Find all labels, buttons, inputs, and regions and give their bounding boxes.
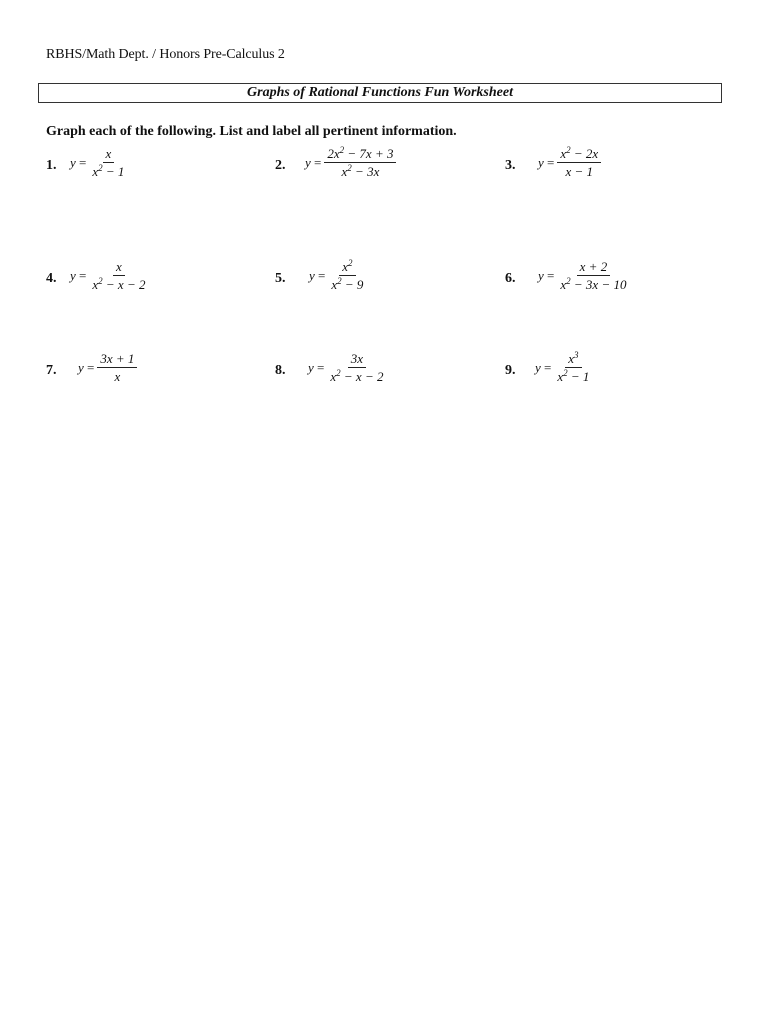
numerator: 3x + 1 [97, 350, 137, 368]
problem-number: 8. [275, 363, 286, 378]
denominator: $x^2 - 1$ [557, 368, 590, 384]
equation [70, 145, 127, 180]
problem-number: 1. [46, 158, 57, 173]
fraction [328, 258, 366, 293]
instructions: Graph each of the following. List and label all pertinent information. [46, 124, 457, 139]
fraction [554, 350, 592, 385]
denominator: x − 1 [565, 164, 594, 179]
numerator: $2x^2 - 7x + 3$ [324, 145, 396, 163]
problem-number: 4. [46, 271, 57, 286]
equation-lhs: y = [78, 359, 95, 375]
fraction [557, 145, 601, 180]
fraction [557, 258, 629, 293]
denominator: $x^2 - 3x$ [341, 163, 380, 179]
equation-lhs: y = [538, 154, 555, 170]
equation [309, 258, 366, 293]
numerator: x + 2 [577, 258, 611, 276]
worksheet-title: Graphs of Rational Functions Fun Worksheet [38, 83, 722, 103]
fraction [89, 258, 148, 293]
fraction [327, 350, 386, 385]
denominator: $x^2 - x - 2$ [92, 276, 146, 292]
course-header: RBHS/Math Dept. / Honors Pre-Calculus 2 [46, 47, 285, 62]
equation-lhs: y = [308, 359, 325, 375]
equation [305, 145, 396, 180]
problem-number: 6. [505, 271, 516, 286]
equation [538, 258, 629, 293]
denominator: $x^2 - 3x - 10$ [560, 276, 627, 292]
numerator: x [113, 258, 125, 276]
equation-lhs: y = [305, 154, 322, 170]
problem-number: 5. [275, 271, 286, 286]
equation [538, 145, 601, 180]
numerator: 3x [348, 350, 366, 368]
fraction [97, 350, 137, 385]
denominator: x [114, 369, 121, 384]
denominator: $x^2 - 1$ [92, 163, 125, 179]
equation-lhs: y = [70, 267, 87, 283]
numerator: $x^2$ [339, 258, 355, 276]
equation [70, 258, 148, 293]
fraction [324, 145, 396, 180]
equation-lhs: y = [535, 359, 552, 375]
denominator: $x^2 - x - 2$ [330, 368, 384, 384]
problem-number: 7. [46, 363, 57, 378]
equation [308, 350, 386, 385]
numerator: x [103, 145, 115, 163]
equation-lhs: y = [70, 154, 87, 170]
problem-number: 3. [505, 158, 516, 173]
numerator: $x^3$ [565, 350, 581, 368]
fraction [89, 145, 127, 180]
equation [78, 350, 137, 385]
equation-lhs: y = [538, 267, 555, 283]
numerator: $x^2 - 2x$ [557, 145, 601, 163]
problem-number: 9. [505, 363, 516, 378]
denominator: $x^2 - 9$ [331, 276, 364, 292]
problem-number: 2. [275, 158, 286, 173]
equation [535, 350, 592, 385]
equation-lhs: y = [309, 267, 326, 283]
